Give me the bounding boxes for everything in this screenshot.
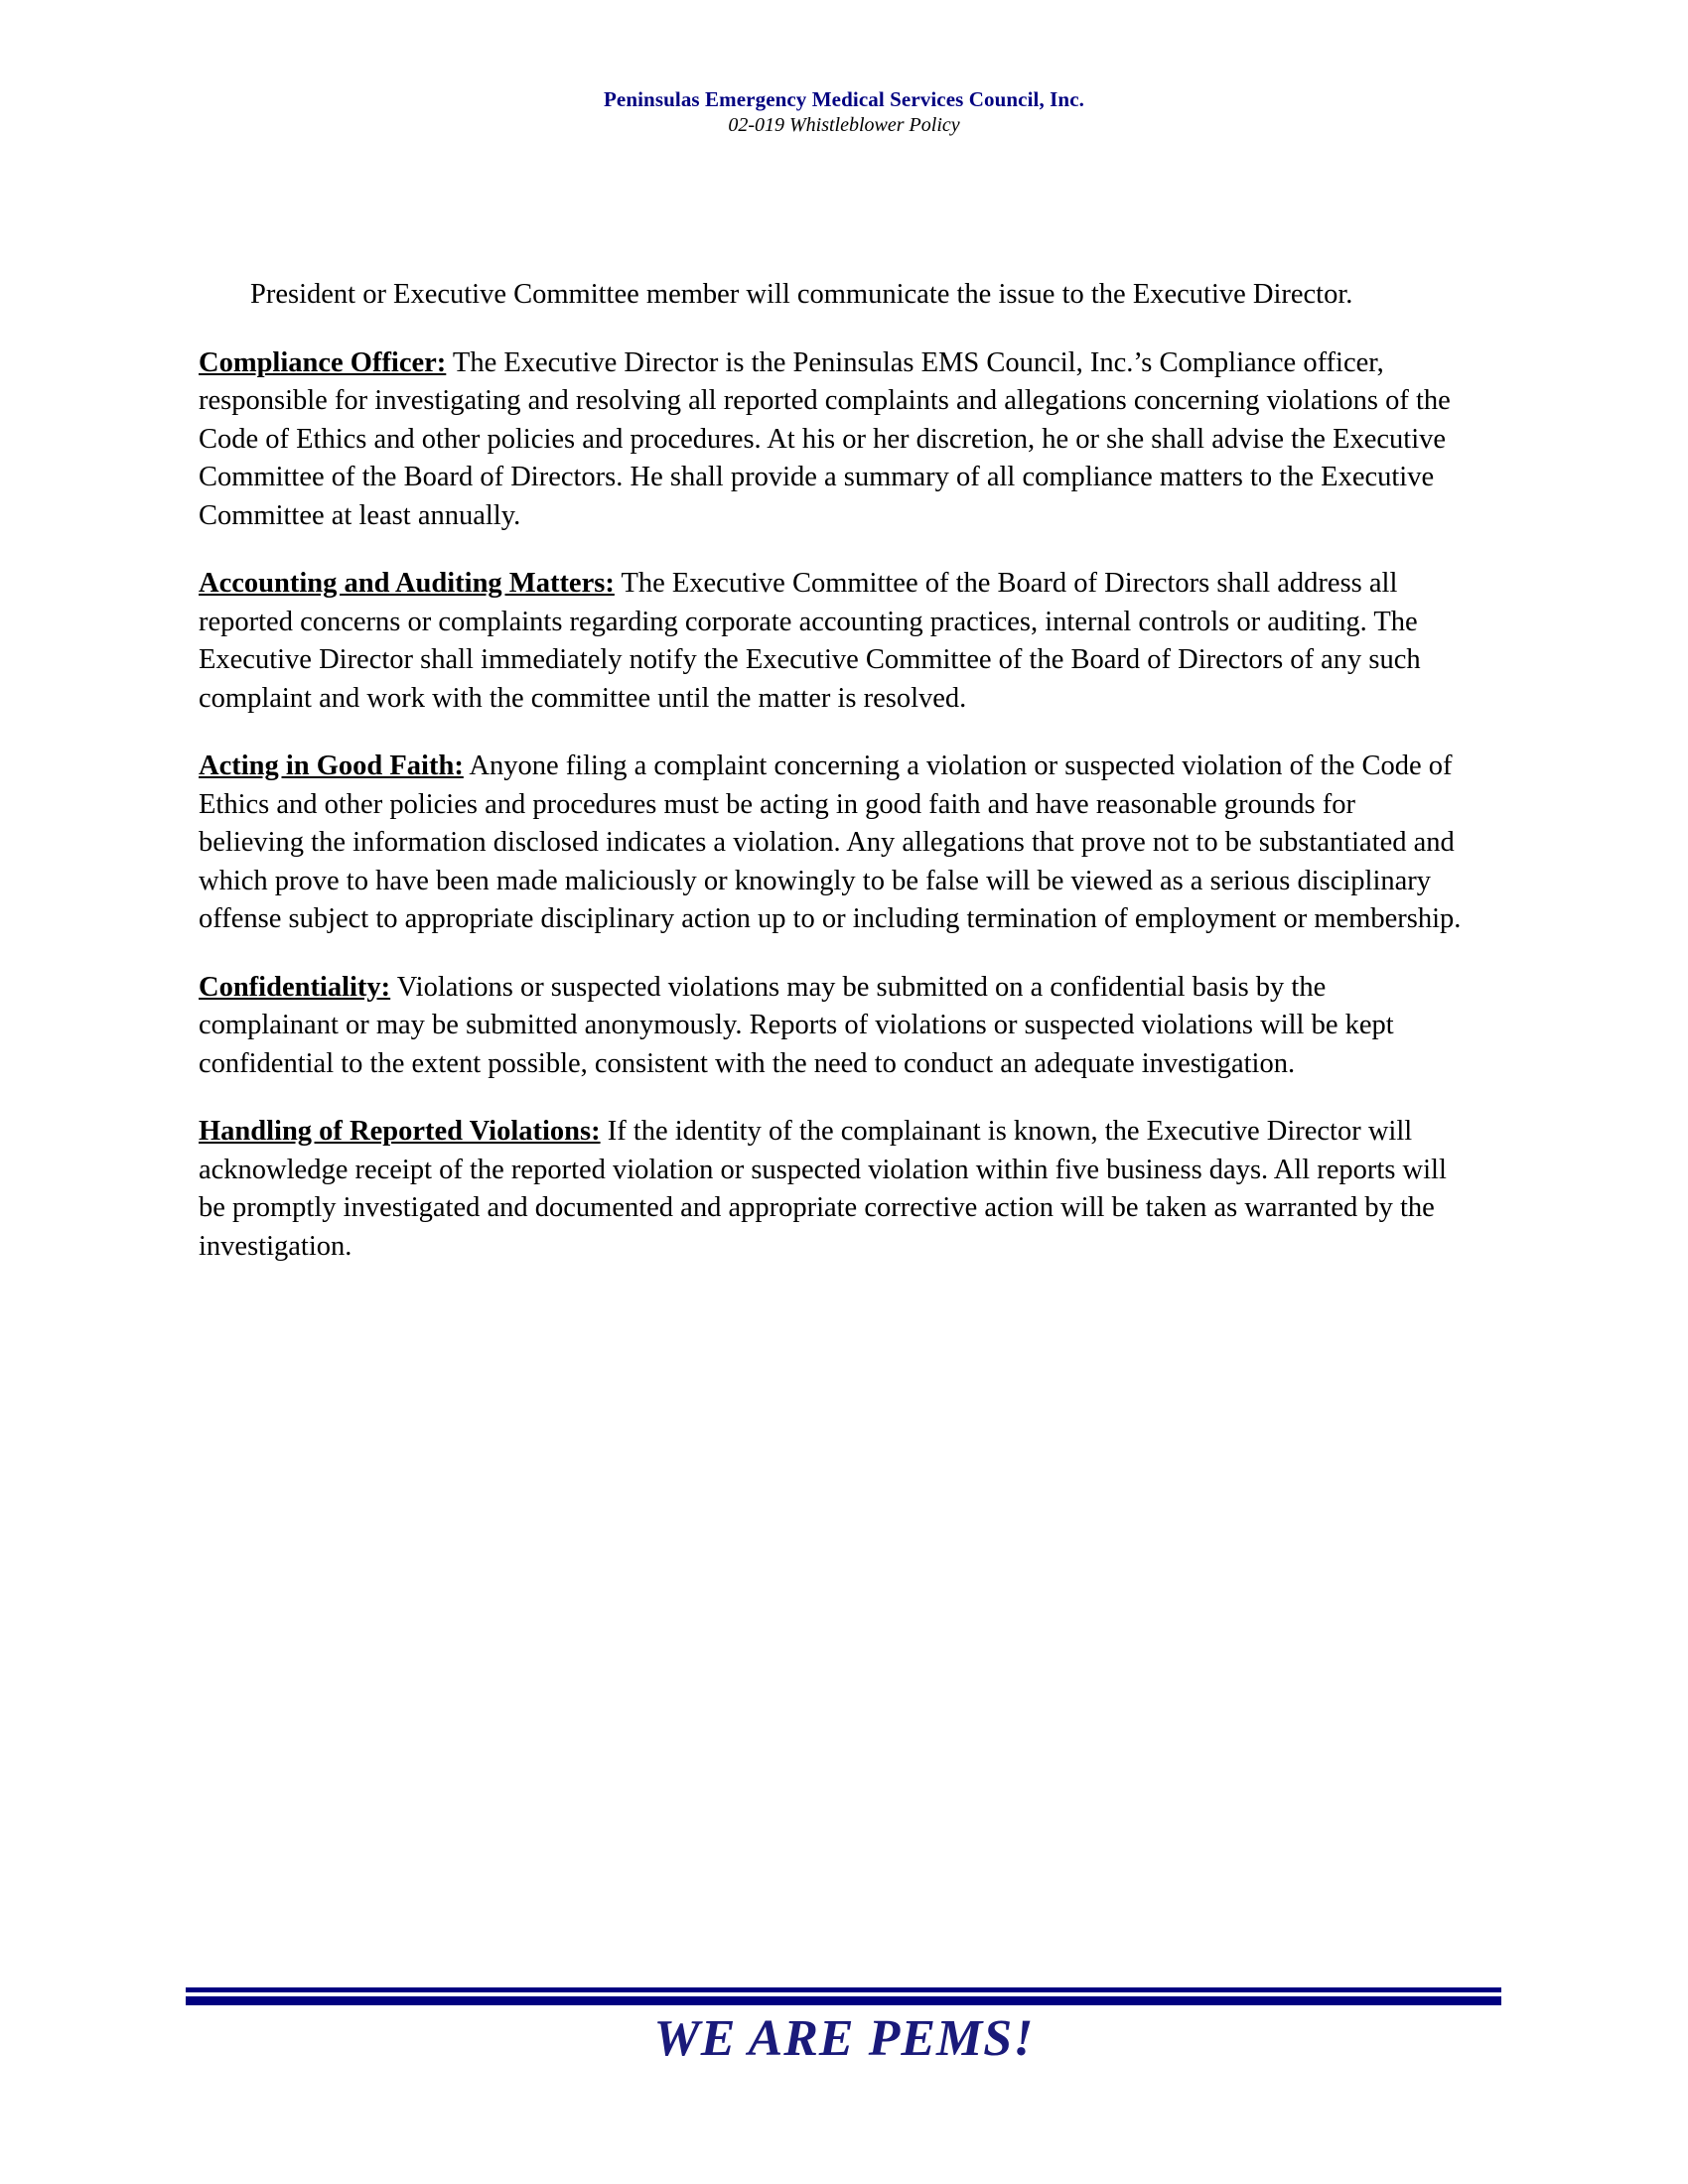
paragraph-text: If the identity of the complainant is known, the Executive Director will acknowledge receipt of the reported violation or suspected violation within five business days. All reports will be promptly investigated and documented and appropriate corrective action will be taken as warranted by the investigation.: [199, 1116, 1447, 1262]
section-heading-handling-of-reported-violations: Handling of Reported Violations:: [199, 1116, 601, 1147]
paragraph-handling-of-reported-violations: [199, 1113, 1468, 1266]
footer-tagline: WE ARE PEMS!: [653, 2010, 1035, 2067]
footer-divider: [186, 1987, 1501, 2005]
paragraph-confidentiality: [199, 969, 1468, 1084]
document-header: [0, 87, 1688, 137]
footer-divider-line-bottom: [186, 1996, 1501, 2005]
section-heading-compliance-officer: Compliance Officer:: [199, 346, 447, 378]
section-heading-confidentiality: Confidentiality:: [199, 971, 391, 1003]
paragraph-acting-in-good-faith: [199, 748, 1468, 939]
paragraph-text: The Executive Director is the Peninsulas EMS Council, Inc.’s Compliance officer, responsible for investigating and resolving all reported complaints and allegations concerning violations of the Code of Ethics and other policies and procedures. At his or her discretion, he or she shall advise the Executive Committee of the Board of Directors. He shall provide a summary of all compliance matters to the Executive Committee at least annually.: [199, 346, 1451, 531]
organization-name: Peninsulas Emergency Medical Services Council, Inc.: [604, 87, 1084, 111]
document-body: [199, 276, 1468, 1266]
paragraph-text: President or Executive Committee member will communicate the issue to the Executive Director.: [250, 279, 1353, 310]
document-subtitle: 02-019 Whistleblower Policy: [728, 114, 960, 137]
paragraph-text: Violations or suspected violations may be submitted on a confidential basis by the complainant or may be submitted anonymously. Reports of violations or suspected violations will be kept confidential to the extent possible, consistent with the need to conduct an adequate investigation.: [199, 971, 1394, 1079]
paragraph-compliance-officer: [199, 344, 1468, 536]
paragraph-intro: [199, 276, 1468, 315]
paragraph-text: Anyone filing a complaint concerning a violation or suspected violation of the Code of Ethics and other policies and procedures must be acting in good faith and have reasonable grounds for believing the information disclosed indicates a violation. Any allegations that prove not to be substantiated and which prove to have been made maliciously or knowingly to be false will be viewed as a serious disciplinary offense subject to appropriate disciplinary action up to or including termination of employment or membership.: [199, 751, 1462, 934]
paragraph-accounting-auditing-matters: [199, 565, 1468, 718]
section-heading-acting-in-good-faith: Acting in Good Faith:: [199, 751, 464, 781]
section-heading-accounting-auditing-matters: Accounting and Auditing Matters:: [199, 568, 615, 599]
paragraph-text: The Executive Committee of the Board of Directors shall address all reported concerns or complaints regarding corporate accounting practices, internal controls or auditing. The Executive Director shall immediately notify the Executive Committee of the Board of Directors of any such complaint and work with the committee until the matter is resolved.: [199, 568, 1421, 714]
